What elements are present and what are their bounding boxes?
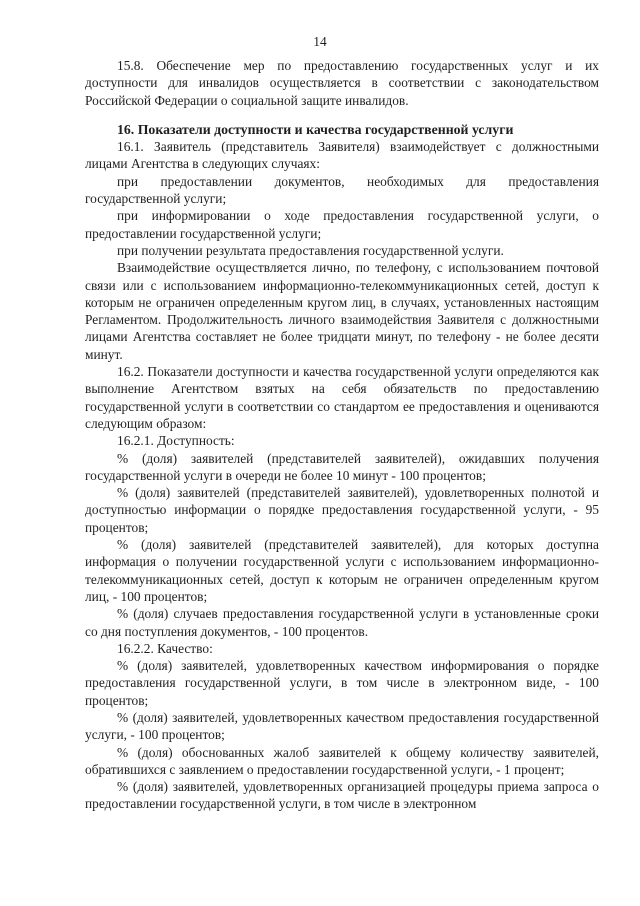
list-item-deadlines: % (доля) случаев предоставления государственной услуги в установленные сроки со дня поступления документов, - 100 процентов. (85, 606, 599, 639)
paragraph-case-documents: при предоставлении документов, необходимых для предоставления государственной услуги; (85, 173, 599, 207)
paragraph-16-2-1: 16.2.1. Доступность: (117, 433, 235, 449)
list-item-online-access: % (доля) заявителей (представителей заявителей), для которых доступна информация о получении государственной услуги с использованием информационно-телекоммуникационных сетей, доступ к которым не ограничен определенным кругом лиц, - 100 процентов; (85, 537, 599, 604)
list-item-request-procedure: % (доля) заявителей, удовлетворенных организацией процедуры приема запроса о предоставлении государственной услуги, в том числе в электронном (85, 779, 599, 812)
paragraph-case-result: при получении результата предоставления государственной услуги. (117, 242, 504, 258)
paragraph-interaction: Взаимодействие осуществляется лично, по телефону, с использованием почтовой связи или с использованием информационно-телекоммуникационных сетей, доступ к которым не ограничен определенным кругом лиц, в случаях, установленных настоящим Регламентом. Продолжительность личного взаимодействия Заявителя с должностными лицами Агентства составляет не более тридцати минут, по телефону - не более десяти минут. (85, 260, 599, 362)
page-number: 14 (313, 34, 327, 49)
paragraph-16-2-2: 16.2.2. Качество: (117, 640, 213, 656)
list-item-service-quality: % (доля) заявителей, удовлетворенных качеством предоставления государственной услуги, - 100 процентов; (85, 709, 599, 743)
list-item-informing-quality: % (доля) заявителей, удовлетворенных качеством информирования о порядке предоставления государственной услуги, в том числе в электронном виде, - 100 процентов; (85, 658, 599, 708)
paragraph-16-2: 16.2. Показатели доступности и качества государственной услуги определяются как выполнение Агентством взятых на себя обязательств по предоставлению государственной услуги в соответствии со стандартом ее предоставления и оцениваются следующим образом: (85, 364, 599, 431)
section-heading: 16. Показатели доступности и качества государственной услуги (117, 121, 514, 137)
list-item-complaints: % (доля) обоснованных жалоб заявителей к общему количеству заявителей, обратившихся с заявлением о предоставлении государственной услуги, - 1 процент; (85, 744, 599, 777)
paragraph-15-8: 15.8. Обеспечение мер по предоставлению государственных услуг и их доступности для инвалидов осуществляется в соответствии с законодательством Российской Федерации о социальной защите инвалидов. (85, 58, 599, 108)
paragraph-case-informing: при информировании о ходе предоставления государственной услуги, о предоставлении государственной услуги; (85, 208, 599, 241)
section-gap (85, 109, 599, 121)
document-body (85, 57, 599, 813)
list-item-information: % (доля) заявителей (представителей заявителей), удовлетворенных полнотой и доступностью информации о порядке предоставления государственной услуги, - 95 процентов; (85, 485, 599, 535)
list-item-queue: % (доля) заявителей (представителей заявителей), ожидавших получения государственной услуги в очереди не более 10 минут - 100 процентов; (85, 450, 599, 483)
paragraph-16-1: 16.1. Заявитель (представитель Заявителя) взаимодействует с должностными лицами Агентства в следующих случаях: (85, 139, 599, 172)
